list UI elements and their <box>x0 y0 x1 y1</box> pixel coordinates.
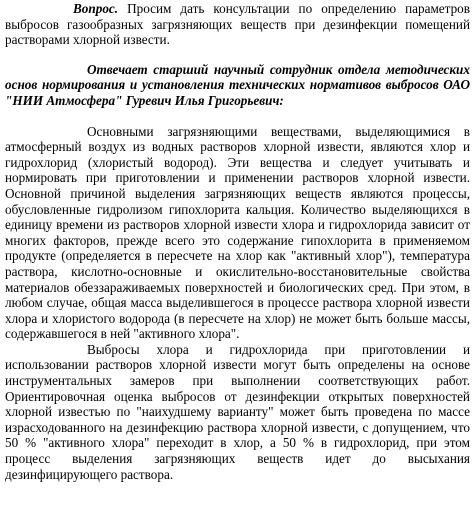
answer-header: Отвечает старший научный сотрудник отдела методических основ нормирования и установления технических нормативов выбросов ОАО "НИИ Атмосфера" Гуревич Илья Григорьевич: <box>5 61 470 108</box>
question-paragraph <box>5 1 470 48</box>
question-label: Вопрос. <box>73 1 119 16</box>
question-text: Просим дать консультации по определению параметров выбросов газообразных загрязняющих веществ при дезинфекции помещений растворами хлорной извести. <box>5 1 470 48</box>
answer-paragraph-1: Основными загрязняющими веществами, выделяющимися в атмосферный воздух из водных растворов хлорной извести, являются хлор и гидрохлорид (хлористый водород). Эти вещества и следует учитывать и нормировать при приготовлении и применении растворов хлорной извести. Основной причиной выделения загрязняющих веществ являются процессы, обусловленные гидролизом гипохлорита кальция. Количество выделяющихся в единицу времени из растворов хлорной извести хлора и гидрохлорида зависит от многих факторов, прежде всего это содержание гипохлорита в применяемом продукте (определяется в пересчете на хлор как "активный хлор"), температура раствора, кислотно-основные и окислительно-восстановительные свойства материалов обеззараживаемых поверхностей и биологических сред. При этом, в любом случае, общая масса выделившегося в процессе раствора хлорной извести хлора и хлористого водорода (в пересчете на хлор) не может быть больше массы, содержавшегося в ней "активного хлора". <box>5 123 470 342</box>
document-page <box>5 1 470 482</box>
answer-paragraph-2: Выбросы хлора и гидрохлорида при приготовлении и использовании растворов хлорной извести могут быть определены на основе инструментальных замеров при выполнении соответствующих работ. Ориентировочная оценка выбросов от дезинфекции открытых поверхностей хлорной известью по "наихудшему варианту" может быть проведена по массе израсходованного на дезинфекцию раствора хлорной извести, с допущением, что 50 % "активного хлора" переходит в хлор, а 50 % в гидрохлорид, при этом процесс выделения загрязняющих веществ идет до высыхания дезинфицирующего раствора. <box>5 341 470 482</box>
